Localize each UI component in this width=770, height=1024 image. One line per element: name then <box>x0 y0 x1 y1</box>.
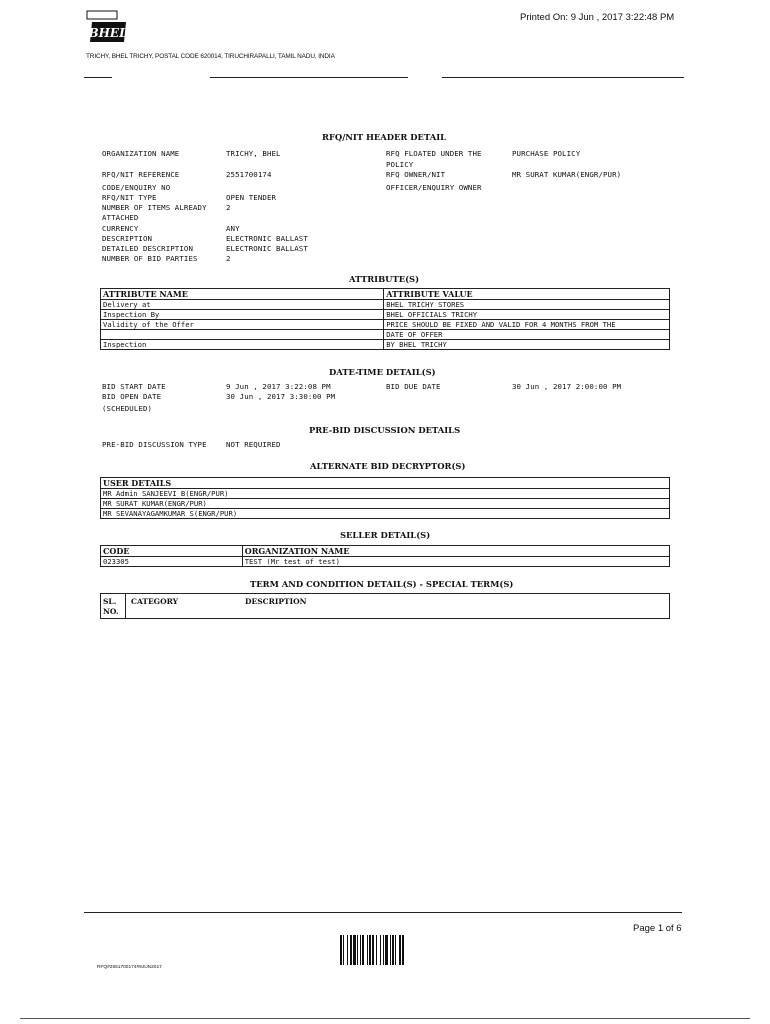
decryptor-title: ALTERNATE BID DECRYPTOR(S) <box>310 461 466 471</box>
date-time-title: DATE-TIME DETAIL(S) <box>329 367 436 377</box>
hd-right-label-2: RFQ OWNER/NIT <box>386 170 446 179</box>
hd-left-label-7: DESCRIPTION <box>102 234 153 243</box>
hd-left-value-0: TRICHY, BHEL <box>226 149 281 158</box>
attribute-name: Inspection <box>101 340 384 350</box>
table-row <box>101 320 670 330</box>
seller-title: SELLER DETAIL(S) <box>340 530 431 540</box>
terms-divider <box>125 594 126 618</box>
seller-table <box>100 545 670 567</box>
hd-left-label-1: RFQ/NIT REFERENCE <box>102 170 180 179</box>
bid-due-value: 30 Jun , 2017 2:00:00 PM <box>512 382 622 391</box>
prebid-title: PRE-BID DISCUSSION DETAILS <box>309 425 461 435</box>
category-header: CATEGORY <box>131 597 178 606</box>
hd-right-value-0: PURCHASE POLICY <box>512 149 581 158</box>
header-detail-title: RFQ/NIT HEADER DETAIL <box>322 132 447 142</box>
attribute-value: PRICE SHOULD BE FIXED AND VALID FOR 4 MONTHS FROM THE <box>384 320 670 330</box>
hd-right-value-2: MR SURAT KUMAR(ENGR/PUR) <box>512 170 622 179</box>
attribute-name <box>101 330 384 340</box>
hd-left-value-7: ELECTRONIC BALLAST <box>226 234 308 243</box>
barcode-image <box>340 935 432 965</box>
hd-left-label-5: ATTACHED <box>102 213 139 222</box>
hd-left-value-4: 2 <box>226 203 231 212</box>
prebid-value: NOT REQUIRED <box>226 440 281 449</box>
attribute-value: BHEL TRICHY STORES <box>384 300 670 310</box>
no-header: NO. <box>103 607 119 616</box>
attributes-title: ATTRIBUTE(S) <box>349 274 420 284</box>
bottom-scan-rule <box>20 1018 750 1019</box>
address: TRICHY, BHEL TRICHY, POSTAL CODE 620014, TIRUCHIRAPALLI, TAMIL NADU, INDIA <box>86 53 335 60</box>
prebid-label: PRE-BID DISCUSSION TYPE <box>102 440 207 449</box>
header-rule-2 <box>210 77 408 78</box>
logo-text: BHEL <box>88 26 128 40</box>
table-row <box>101 499 670 509</box>
header-rule-1 <box>84 77 112 78</box>
hd-right-label-0: RFQ FLOATED UNDER THE <box>386 149 482 158</box>
hd-right-label-3: OFFICER/ENQUIRY OWNER <box>386 183 482 192</box>
hd-left-label-0: ORGANIZATION NAME <box>102 149 180 158</box>
table-row <box>101 330 670 340</box>
table-row <box>101 289 670 300</box>
printed-on: Printed On: 9 Jun , 2017 3:22:48 PM <box>520 12 675 23</box>
hd-left-value-6: ANY <box>226 224 240 233</box>
table-row <box>101 340 670 350</box>
hd-left-label-8: DETAILED DESCRIPTION <box>102 244 193 253</box>
table-row <box>101 300 670 310</box>
attribute-name: Delivery at <box>101 300 384 310</box>
table-row <box>101 489 670 499</box>
seller-code: 023305 <box>101 557 243 567</box>
hd-left-value-9: 2 <box>226 254 231 263</box>
scheduled-label: (SCHEDULED) <box>102 404 153 413</box>
page-number: Page 1 of 6 <box>633 923 682 934</box>
decryptor-user: MR SEVANAYAGAMKUMAR S(ENGR/PUR) <box>101 509 670 519</box>
table-row <box>101 310 670 320</box>
hd-left-label-9: NUMBER OF BID PARTIES <box>102 254 198 263</box>
attribute-value: DATE OF OFFER <box>384 330 670 340</box>
header-rule-3 <box>442 77 684 78</box>
attribute-name-header: ATTRIBUTE NAME <box>101 289 384 300</box>
hd-left-value-3: OPEN TENDER <box>226 193 277 202</box>
attribute-value-header: ATTRIBUTE VALUE <box>384 289 670 300</box>
bid-open-label: BID OPEN DATE <box>102 392 162 401</box>
terms-table <box>100 593 670 619</box>
organization-header: ORGANIZATION NAME <box>242 546 669 557</box>
decryptor-user: MR SURAT KUMAR(ENGR/PUR) <box>101 499 670 509</box>
description-header: DESCRIPTION <box>245 597 307 606</box>
bid-start-label: BID START DATE <box>102 382 166 391</box>
decryptor-user: MR Admin SANJEEVI B(ENGR/PUR) <box>101 489 670 499</box>
attribute-value: BY BHEL TRICHY <box>384 340 670 350</box>
sl-header: SL. <box>103 597 117 606</box>
footer-code: RFQ#2551700174#9JUN2017 <box>97 965 162 970</box>
seller-org: TEST (Mr test of test) <box>242 557 669 567</box>
bhel-logo <box>86 10 130 44</box>
hd-left-label-3: RFQ/NIT TYPE <box>102 193 157 202</box>
footer-rule <box>84 912 682 913</box>
hd-left-label-4: NUMBER OF ITEMS ALREADY <box>102 203 207 212</box>
table-row <box>101 478 670 489</box>
table-row <box>101 557 670 567</box>
decryptor-table <box>100 477 670 519</box>
hd-left-value-8: ELECTRONIC BALLAST <box>226 244 308 253</box>
bid-start-value: 9 Jun , 2017 3:22:08 PM <box>226 382 331 391</box>
attribute-value: BHEL OFFICIALS TRICHY <box>384 310 670 320</box>
attribute-name: Validity of the Offer <box>101 320 384 330</box>
hd-left-label-2: CODE/ENQUIRY NO <box>102 183 171 192</box>
terms-title: TERM AND CONDITION DETAIL(S) - SPECIAL TERM(S) <box>250 579 514 589</box>
user-details-header: USER DETAILS <box>101 478 670 489</box>
hd-right-label-1: POLICY <box>386 160 414 169</box>
attributes-table <box>100 288 670 350</box>
bid-open-value: 30 Jun , 2017 3:30:00 PM <box>226 392 336 401</box>
code-header: CODE <box>101 546 243 557</box>
attribute-name: Inspection By <box>101 310 384 320</box>
table-row <box>101 546 670 557</box>
bid-due-label: BID DUE DATE <box>386 382 441 391</box>
table-row <box>101 509 670 519</box>
hd-left-value-1: 2551700174 <box>226 170 272 179</box>
hd-left-label-6: CURRENCY <box>102 224 139 233</box>
